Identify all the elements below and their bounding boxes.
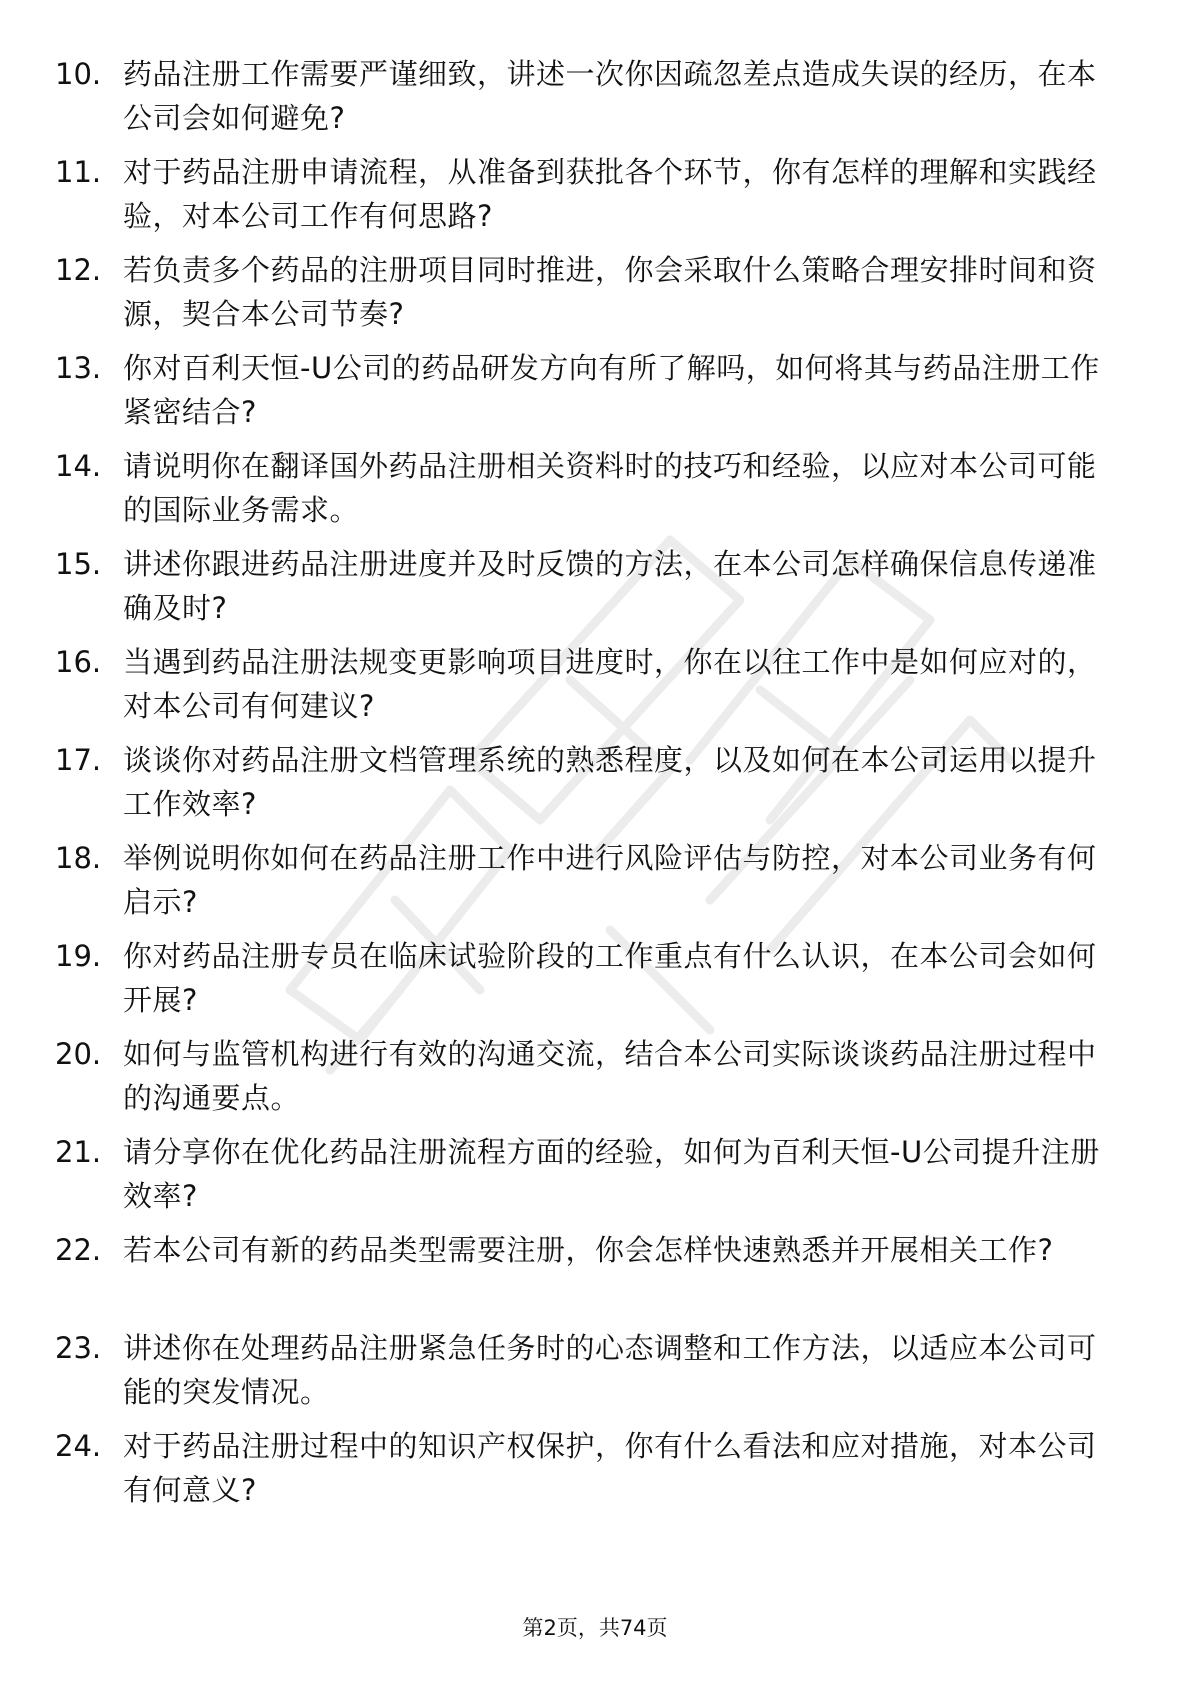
question-number: 21. <box>55 1135 102 1169</box>
question-number: 11. <box>55 155 102 189</box>
question-number: 12. <box>55 253 102 287</box>
question-text: 你对药品注册专员在临床试验阶段的工作重点有什么认识，在本公司会如何开展? <box>123 939 1097 1017</box>
question-list <box>55 52 1115 1522</box>
question-number: 13. <box>55 351 102 385</box>
question-text: 举例说明你如何在药品注册工作中进行风险评估与防控，对本公司业务有何启示? <box>123 841 1097 919</box>
question-text: 如何与监管机构进行有效的沟通交流，结合本公司实际谈谈药品注册过程中的沟通要点。 <box>123 1037 1097 1115</box>
question-number: 17. <box>55 743 102 777</box>
question-item <box>55 542 1115 640</box>
question-number: 10. <box>55 57 102 91</box>
question-item <box>55 150 1115 248</box>
question-item <box>55 248 1115 346</box>
question-item <box>55 836 1115 934</box>
question-item <box>55 1228 1115 1326</box>
page-number: 第2页，共74页 <box>522 1616 668 1640</box>
question-number: 18. <box>55 841 102 875</box>
question-number: 19. <box>55 939 102 973</box>
question-text: 药品注册工作需要严谨细致，讲述一次你因疏忽差点造成失误的经历，在本公司会如何避免? <box>123 57 1097 135</box>
question-item <box>55 1326 1115 1424</box>
question-number: 24. <box>55 1429 102 1463</box>
question-item <box>55 1424 1115 1522</box>
question-item <box>55 640 1115 738</box>
question-number: 20. <box>55 1037 102 1071</box>
question-item <box>55 346 1115 444</box>
question-item <box>55 52 1115 150</box>
question-number: 14. <box>55 449 102 483</box>
question-text: 对于药品注册过程中的知识产权保护，你有什么看法和应对措施，对本公司有何意义? <box>123 1429 1097 1507</box>
question-number: 23. <box>55 1331 102 1365</box>
question-number: 22. <box>55 1233 102 1267</box>
question-text: 讲述你在处理药品注册紧急任务时的心态调整和工作方法，以适应本公司可能的突发情况。 <box>123 1331 1097 1409</box>
question-text: 当遇到药品注册法规变更影响项目进度时，你在以往工作中是如何应对的，对本公司有何建议? <box>123 645 1097 723</box>
question-number: 15. <box>55 547 102 581</box>
question-item <box>55 1032 1115 1130</box>
question-text: 请说明你在翻译国外药品注册相关资料时的技巧和经验，以应对本公司可能的国际业务需求。 <box>123 449 1097 527</box>
question-text: 对于药品注册申请流程，从准备到获批各个环节，你有怎样的理解和实践经验，对本公司工作有何思路? <box>123 155 1097 233</box>
question-item <box>55 1130 1115 1228</box>
question-text: 你对百利天恒-U公司的药品研发方向有所了解吗，如何将其与药品注册工作紧密结合? <box>123 351 1100 429</box>
question-item <box>55 934 1115 1032</box>
question-text: 谈谈你对药品注册文档管理系统的熟悉程度，以及如何在本公司运用以提升工作效率? <box>123 743 1097 821</box>
question-text: 请分享你在优化药品注册流程方面的经验，如何为百利天恒-U公司提升注册效率? <box>123 1135 1100 1213</box>
question-number: 16. <box>55 645 102 679</box>
question-item <box>55 444 1115 542</box>
question-text: 讲述你跟进药品注册进度并及时反馈的方法，在本公司怎样确保信息传递准确及时? <box>123 547 1097 625</box>
question-item <box>55 738 1115 836</box>
question-text: 若负责多个药品的注册项目同时推进，你会采取什么策略合理安排时间和资源，契合本公司节奏? <box>123 253 1097 331</box>
question-text: 若本公司有新的药品类型需要注册，你会怎样快速熟悉并开展相关工作? <box>123 1233 1054 1267</box>
